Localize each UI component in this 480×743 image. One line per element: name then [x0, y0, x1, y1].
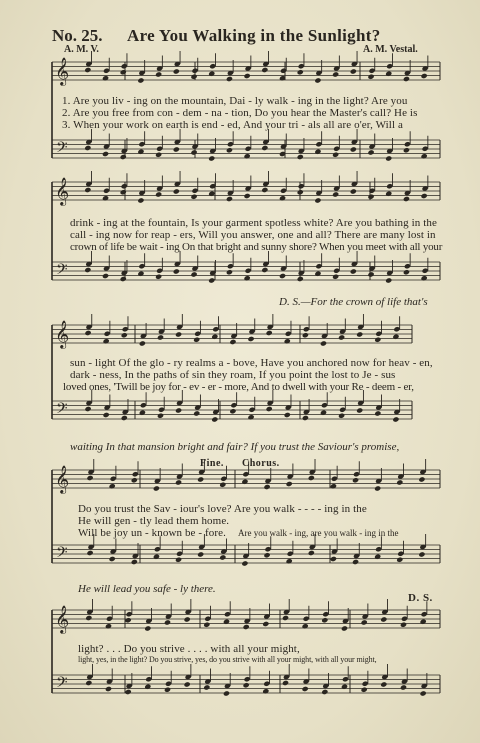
system-1-treble-note: [120, 69, 127, 75]
system-4-treble-note: [308, 475, 315, 481]
system-2-bass-clef-icon: 𝄢: [56, 261, 68, 282]
system-4-treble-note: [219, 482, 226, 488]
system-2-treble-note: [261, 187, 268, 193]
system-2-bass-note: [173, 268, 180, 274]
system-2-bass-note: [155, 274, 162, 280]
verse-3-line-1: 3. When your work on earth is end - ed, And your tri - als all are o'er, Will a: [62, 119, 403, 131]
system-5-bass-note: [302, 686, 309, 692]
system-1-bass-clef-icon: 𝄢: [56, 139, 68, 160]
system-1-bass-note: [208, 155, 215, 161]
italic-line-2: He will lead you safe - ly there.: [78, 583, 216, 595]
system-2-treble-note: [120, 189, 127, 195]
system-2-bass-note: [137, 271, 144, 277]
system-2-treble-note: [367, 194, 374, 200]
system-3-bass-note: [157, 413, 164, 419]
system-2-bass-note: [350, 268, 357, 274]
system-4-treble-note: [197, 476, 204, 482]
system-2-treble-note: [244, 193, 251, 199]
system-4-treble-note: [374, 485, 381, 491]
fine-label: Fine.: [200, 458, 224, 469]
system-1-treble-note: [155, 71, 162, 77]
system-1-treble-note: [421, 73, 428, 79]
system-5-treble-note: [243, 624, 250, 630]
system-2-bass-note: [297, 276, 304, 282]
system-5-treble-note: [203, 622, 210, 628]
verse-2-line-4: He will gen - tly lead them home.: [78, 515, 230, 527]
system-4-bass-note: [374, 554, 381, 560]
system-2-bass-note: [190, 271, 197, 277]
system-4-bass-note: [396, 557, 403, 563]
system-2-treble-note: [84, 187, 91, 193]
music-credit: A. M. Vestal.: [363, 44, 418, 55]
system-4-treble-note: [153, 485, 160, 491]
system-5-bass-note: [420, 690, 427, 696]
system-2-bass-note: [314, 271, 321, 277]
system-4-treble-clef-icon: 𝄞: [55, 465, 70, 493]
system-1-treble-clef-icon: 𝄞: [55, 57, 70, 85]
system-5-bass-note: [400, 684, 407, 690]
system-4-treble-note: [131, 477, 138, 483]
system-2-treble-note: [173, 188, 180, 194]
system-2-treble-clef-icon: 𝄞: [55, 177, 70, 205]
system-2-bass-note: [84, 267, 91, 273]
system-2-treble-note: [155, 191, 162, 197]
ds-label: D. S.: [408, 592, 433, 604]
system-1-treble-note: [314, 77, 321, 83]
system-4-bass-note: [197, 551, 204, 557]
system-5-bass-note: [380, 681, 387, 687]
system-5-treble-note: [164, 619, 171, 625]
system-3-treble-note: [193, 337, 200, 343]
verse-1-line-3: sun - light Of the glo - ry realms a - bove, Have you anchored now for heav - en,: [70, 357, 433, 369]
system-2-treble-note: [226, 196, 233, 202]
system-1-treble-note: [403, 76, 410, 82]
system-4-bass-note: [131, 559, 138, 565]
system-2-bass-note: [403, 269, 410, 275]
system-2-bass-note: [120, 276, 127, 282]
system-5-treble-note: [302, 623, 309, 629]
system-5-treble-note: [144, 625, 151, 631]
system-4-treble-note: [109, 483, 116, 489]
system-3-bass-clef-icon: 𝄢: [56, 400, 68, 421]
system-1-bass-note: [190, 149, 197, 155]
system-1-bass-note: [403, 147, 410, 153]
system-3-bass-note: [266, 406, 273, 412]
system-3-bass-note: [284, 412, 291, 418]
system-1-treble-note: [244, 73, 251, 79]
system-4-bass-note: [219, 554, 226, 560]
system-1-bass-note: [314, 149, 321, 155]
system-1-bass-note: [385, 155, 392, 161]
system-4-treble-note: [175, 479, 182, 485]
system-4-treble-note: [330, 483, 337, 489]
system-2-treble-note: [190, 194, 197, 200]
system-3-bass-note: [103, 412, 110, 418]
system-3-treble-note: [247, 336, 254, 342]
system-2-bass-note: [367, 271, 374, 277]
system-1-treble-note: [367, 74, 374, 80]
system-4-treble-note: [352, 477, 359, 483]
system-2-bass-note: [244, 275, 251, 281]
system-3-treble-note: [211, 334, 218, 340]
system-3-bass-note: [211, 416, 218, 422]
system-5-treble-note: [184, 616, 191, 622]
system-5-bass-note: [243, 682, 250, 688]
system-2-bass-note: [226, 269, 233, 275]
system-2-bass-note: [102, 273, 109, 279]
system-1-treble-note: [226, 76, 233, 82]
system-3-bass-note: [229, 408, 236, 414]
system-4-treble-note: [86, 475, 93, 481]
verse-3-line-4: Will be joy un - known be - fore.: [78, 527, 226, 539]
system-2-treble-note: [332, 191, 339, 197]
system-4-bass-note: [109, 556, 116, 562]
system-3-treble-note: [356, 331, 363, 337]
system-3-bass-note: [356, 407, 363, 413]
system-5-bass-note: [144, 684, 151, 690]
system-5-treble-note: [420, 619, 427, 625]
system-1-bass-note: [102, 151, 109, 157]
verse-1-line-5: light? . . . Do you strive . . . . with all your might,: [78, 643, 300, 655]
system-5-bass-note: [85, 680, 92, 686]
system-2-treble-note: [208, 191, 215, 197]
system-5-treble-note: [341, 625, 348, 631]
system-3-treble-note: [139, 340, 146, 346]
system-2-treble-note: [297, 189, 304, 195]
system-1-treble-note: [102, 75, 109, 81]
system-4-bass-note: [86, 550, 93, 556]
system-1-bass-note: [84, 145, 91, 151]
system-4-bass-note: [153, 554, 160, 560]
system-2-treble-note: [350, 188, 357, 194]
system-1-bass-note: [120, 154, 127, 160]
verse-1-line-2: drink - ing at the fountain, Is your garment spotless white? Are you bathing in the: [70, 217, 437, 229]
system-5-bass-note: [105, 686, 112, 692]
system-3-bass-note: [302, 415, 309, 421]
system-3-treble-note: [338, 334, 345, 340]
system-1-bass-note: [137, 149, 144, 155]
system-1-treble-note: [261, 67, 268, 73]
system-4-treble-note: [241, 479, 248, 485]
system-3-treble-note: [84, 330, 91, 336]
system-4-bass-note: [352, 559, 359, 565]
system-3-treble-note: [302, 332, 309, 338]
system-4-bass-note: [330, 556, 337, 562]
system-5-treble-note: [125, 617, 132, 623]
system-1-treble-note: [84, 67, 91, 73]
hymn-title: Are You Walking in the Sunlight?: [127, 26, 381, 45]
system-4-bass-note: [418, 551, 425, 557]
system-1-bass-note: [332, 152, 339, 158]
system-5-bass-note: [262, 688, 269, 694]
system-3-treble-note: [284, 338, 291, 344]
system-3-bass-note: [175, 407, 182, 413]
system-4-bass-note: [241, 560, 248, 566]
system-5-bass-note: [361, 687, 368, 693]
system-2-bass-note: [421, 275, 428, 281]
system-3-bass-note: [320, 410, 327, 416]
system-5-bass-note: [203, 684, 210, 690]
system-1-treble-note: [297, 69, 304, 75]
system-5-treble-note: [223, 619, 230, 625]
system-3-bass-note: [338, 413, 345, 419]
system-1-treble-note: [173, 68, 180, 74]
system-2-bass-note: [208, 277, 215, 283]
words-credit: A. M. V.: [64, 44, 99, 55]
system-4-treble-note: [286, 481, 293, 487]
system-3-bass-note: [392, 416, 399, 422]
system-3-bass-note: [84, 406, 91, 412]
system-3-treble-note: [103, 338, 110, 344]
system-1-treble-note: [385, 71, 392, 77]
system-2-treble-note: [137, 197, 144, 203]
system-4-bass-note: [263, 552, 270, 558]
bass-line-4: Are you walk - ing, are you walk - ing in the: [238, 528, 399, 538]
system-1-bass-note: [367, 149, 374, 155]
system-5-bass-note: [321, 689, 328, 695]
verse-2-line-2: call - ing now for reap - ers, Will you answer, one and all? There are many lost in: [70, 229, 436, 241]
system-5-bass-note: [184, 681, 191, 687]
system-5-treble-note: [282, 615, 289, 621]
system-3-bass-note: [121, 415, 128, 421]
system-1-bass-note: [350, 146, 357, 152]
verse-1-line-1: 1. Are you liv - ing on the mountain, Dai - ly walk - ing in the light? Are you: [62, 95, 408, 107]
system-5-treble-note: [361, 619, 368, 625]
chorus-label: Chorus.: [242, 458, 280, 469]
system-1-bass-note: [173, 146, 180, 152]
system-1-treble-note: [190, 74, 197, 80]
system-5-treble-note: [400, 622, 407, 628]
system-5-bass-note: [164, 687, 171, 693]
system-5-bass-note: [223, 690, 230, 696]
system-5-treble-note: [85, 615, 92, 621]
system-5-treble-note: [321, 617, 328, 623]
system-3-treble-note: [229, 339, 236, 345]
system-5-bass-note: [341, 684, 348, 690]
system-4-treble-note: [418, 476, 425, 482]
system-3-treble-note: [157, 334, 164, 340]
system-2-bass-note: [261, 267, 268, 273]
system-3-bass-note: [139, 410, 146, 416]
system-5-bass-clef-icon: 𝄢: [56, 674, 68, 695]
system-4-bass-clef-icon: 𝄢: [56, 544, 68, 565]
system-2-treble-note: [314, 197, 321, 203]
system-1-treble-note: [350, 68, 357, 74]
system-3-treble-note: [374, 337, 381, 343]
system-4-bass-note: [175, 557, 182, 563]
verse-2-line-1: 2. Are you free from con - dem - na - tion, Do you hear the Master's call? He is: [62, 107, 418, 119]
system-3-bass-note: [247, 414, 254, 420]
system-4-treble-note: [263, 484, 270, 490]
system-3-bass-note: [193, 410, 200, 416]
verse-1-line-4: Do you trust the Sav - iour's love? Are you walk - - - - ing in the: [78, 503, 367, 515]
bass-line-5: light, yes, in the light? Do you strive, yes, do you strive with all your might, with all your might,: [78, 655, 377, 664]
hymn-number: No. 25.: [52, 26, 103, 45]
system-3-treble-note: [320, 340, 327, 346]
system-1-bass-note: [244, 153, 251, 159]
system-5-bass-note: [125, 689, 132, 695]
verse-2-line-3: dark - ness, In the paths of sin they roam, If you point the lost to Je - sus: [70, 369, 396, 381]
system-2-bass-note: [332, 274, 339, 280]
verse-3-line-3: loved ones, 'Twill be joy for - ev - er - more, And to dwell with your Re - deem - er,: [63, 381, 414, 393]
system-2-treble-note: [102, 195, 109, 201]
system-3-treble-note: [392, 334, 399, 340]
system-5-treble-note: [380, 616, 387, 622]
system-1-bass-note: [421, 153, 428, 159]
system-2-treble-note: [279, 195, 286, 201]
system-1-treble-note: [137, 77, 144, 83]
system-1-bass-note: [261, 145, 268, 151]
system-5-bass-note: [282, 680, 289, 686]
system-5-treble-note: [105, 623, 112, 629]
system-1-bass-note: [155, 152, 162, 158]
system-1-treble-note: [332, 71, 339, 77]
system-5-treble-clef-icon: 𝄞: [55, 605, 70, 633]
system-1-bass-note: [226, 147, 233, 153]
system-3-bass-note: [374, 410, 381, 416]
system-2-treble-note: [385, 191, 392, 197]
system-3-treble-note: [121, 332, 128, 338]
ds-line: D. S.—For the crown of life that's: [279, 296, 428, 308]
system-1-treble-note: [208, 71, 215, 77]
system-2-bass-note: [279, 273, 286, 279]
system-3-treble-note: [175, 331, 182, 337]
system-5-treble-note: [262, 621, 269, 627]
system-4-treble-note: [396, 479, 403, 485]
verse-3-line-2: crown of life be wait - ing On that bright and sunny shore? When you meet with all your: [70, 241, 443, 253]
italic-line: waiting In that mansion bright and fair? If you trust the Saviour's promise,: [70, 441, 400, 453]
system-3-treble-clef-icon: 𝄞: [55, 320, 70, 348]
system-2-treble-note: [421, 193, 428, 199]
system-1-bass-note: [297, 154, 304, 160]
system-2-treble-note: [403, 196, 410, 202]
system-4-bass-note: [286, 558, 293, 564]
system-4-bass-note: [308, 550, 315, 556]
system-3-treble-note: [266, 330, 273, 336]
system-2-bass-note: [385, 277, 392, 283]
